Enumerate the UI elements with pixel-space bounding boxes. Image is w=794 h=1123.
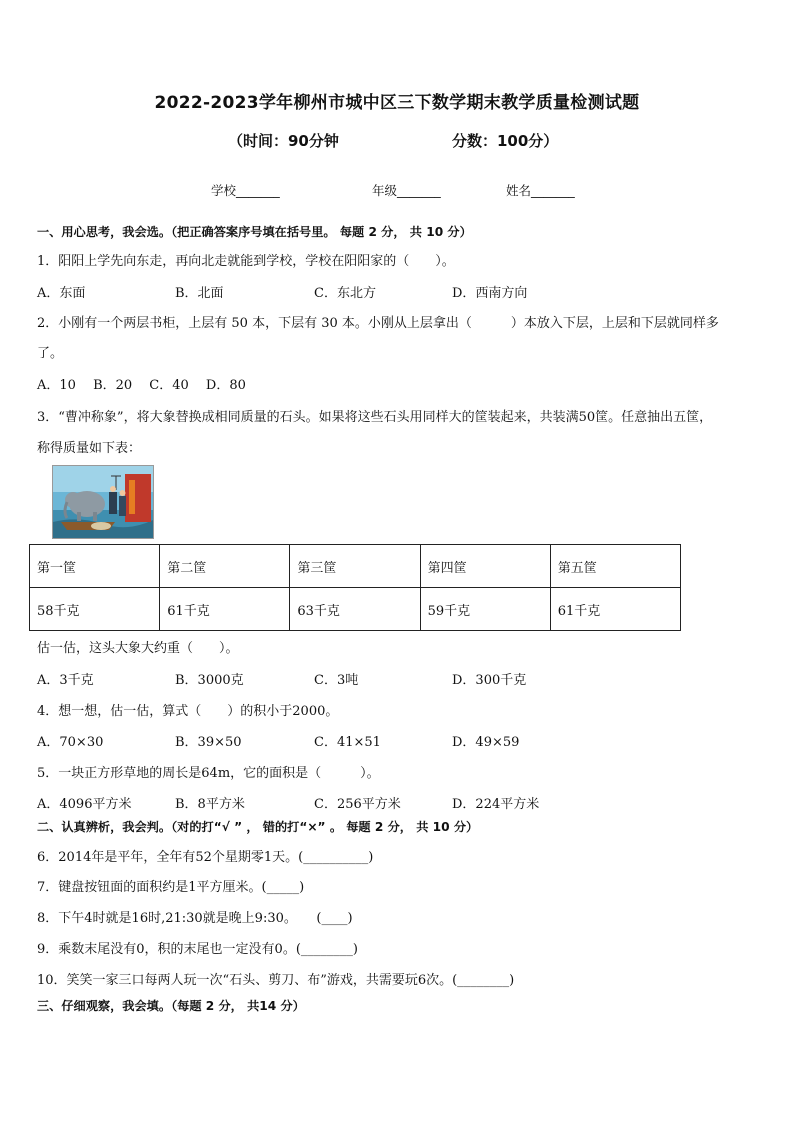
table-header-cell: 第五筐 — [550, 545, 680, 588]
q1-option-d: D．西南方向 — [452, 286, 528, 301]
q4-option-b: B．39×50 — [175, 735, 242, 750]
table-cell: 61千克 — [160, 588, 290, 631]
q3-option-c: C．3吨 — [314, 673, 359, 688]
question-2-line1: 2．小刚有一个两层书柜，上层有 50 本，下层有 30 本。小刚从上层拿出（ ）本放入下层，上层和下层就同样多 — [37, 316, 719, 331]
q3-option-b: B．3000克 — [175, 673, 244, 688]
exam-score: 分数：100分） — [452, 132, 559, 150]
question-3-line1: 3．“曹冲称象”，将大象替换成相同质量的石头。如果将这些石头用同样大的筐装起来，共装满50筐。任意抽出五筐， — [37, 410, 713, 425]
page-title: 2022-2023学年柳州市城中区三下数学期末教学质量检测试题 — [154, 93, 640, 113]
q1-option-b: B．北面 — [175, 286, 224, 301]
table-header-cell: 第四筐 — [420, 545, 550, 588]
table-cell: 59千克 — [420, 588, 550, 631]
question-1: 1．阳阳上学先向东走，再向北走就能到学校，学校在阳阳家的（ ）。 — [37, 254, 455, 269]
section3-heading: 三、仔细观察，我会填。（每题 2 分， 共14 分） — [37, 999, 305, 1013]
section2-heading: 二、认真辨析，我会判。（对的打“√ ” ， 错的打“×” 。 每题 2 分， 共 10 分） — [37, 820, 479, 834]
question-6: 6．2014年是平年，全年有52个星期零1天。(__________) — [37, 850, 374, 865]
table-header-cell: 第三筐 — [290, 545, 420, 588]
q3-option-a: A．3千克 — [37, 673, 94, 688]
question-3-ask: 估一估，这头大象大约重（ ）。 — [37, 641, 239, 656]
q4-option-d: D．49×59 — [452, 735, 520, 750]
q5-option-a: A．4096平方米 — [37, 797, 132, 812]
question-5: 5．一块正方形草地的周长是64m，它的面积是（ ）。 — [37, 766, 380, 781]
table-cell: 63千克 — [290, 588, 420, 631]
table-cell: 58千克 — [30, 588, 160, 631]
basket-mass-table — [29, 544, 681, 631]
q3-option-d: D．300千克 — [452, 673, 527, 688]
q4-option-a: A．70×30 — [37, 735, 104, 750]
question-8: 8．下午4时就是16时,21:30就是晚上9:30。 (____) — [37, 911, 353, 926]
q2-options: A．10 B．20 C．40 D．80 — [37, 378, 246, 393]
q5-option-b: B．8平方米 — [175, 797, 245, 812]
elephant-illustration — [52, 465, 154, 539]
table-row — [30, 588, 681, 631]
table-cell: 61千克 — [550, 588, 680, 631]
table-header-cell: 第二筐 — [160, 545, 290, 588]
question-4: 4．想一想，估一估，算式（ ）的积小于2000。 — [37, 704, 339, 719]
table-header-cell: 第一筐 — [30, 545, 160, 588]
q1-option-c: C．东北方 — [314, 286, 376, 301]
question-2-line2: 了。 — [37, 346, 64, 361]
q5-option-d: D．224平方米 — [452, 797, 540, 812]
name-field: 姓名_______ — [506, 183, 575, 198]
question-7: 7．键盘按钮面的面积约是1平方厘米。(_____) — [37, 880, 305, 895]
question-9: 9．乘数末尾没有0，积的末尾也一定没有0。(________) — [37, 942, 358, 957]
elephant-scene-icon — [53, 466, 153, 538]
exam-time: （时间：90分钟 — [228, 132, 339, 150]
grade-field: 年级_______ — [372, 183, 441, 198]
q1-option-a: A．东面 — [37, 286, 86, 301]
table-row — [30, 545, 681, 588]
q5-option-c: C．256平方米 — [314, 797, 401, 812]
section1-heading: 一、用心思考，我会选。（把正确答案序号填在括号里。 每题 2 分， 共 10 分） — [37, 225, 472, 239]
school-field: 学校_______ — [211, 183, 280, 198]
question-3-line2: 称得质量如下表： — [37, 441, 142, 456]
q4-option-c: C．41×51 — [314, 735, 381, 750]
question-10: 10．笑笑一家三口每两人玩一次“石头、剪刀、布”游戏，共需要玩6次。(________) — [37, 973, 515, 988]
